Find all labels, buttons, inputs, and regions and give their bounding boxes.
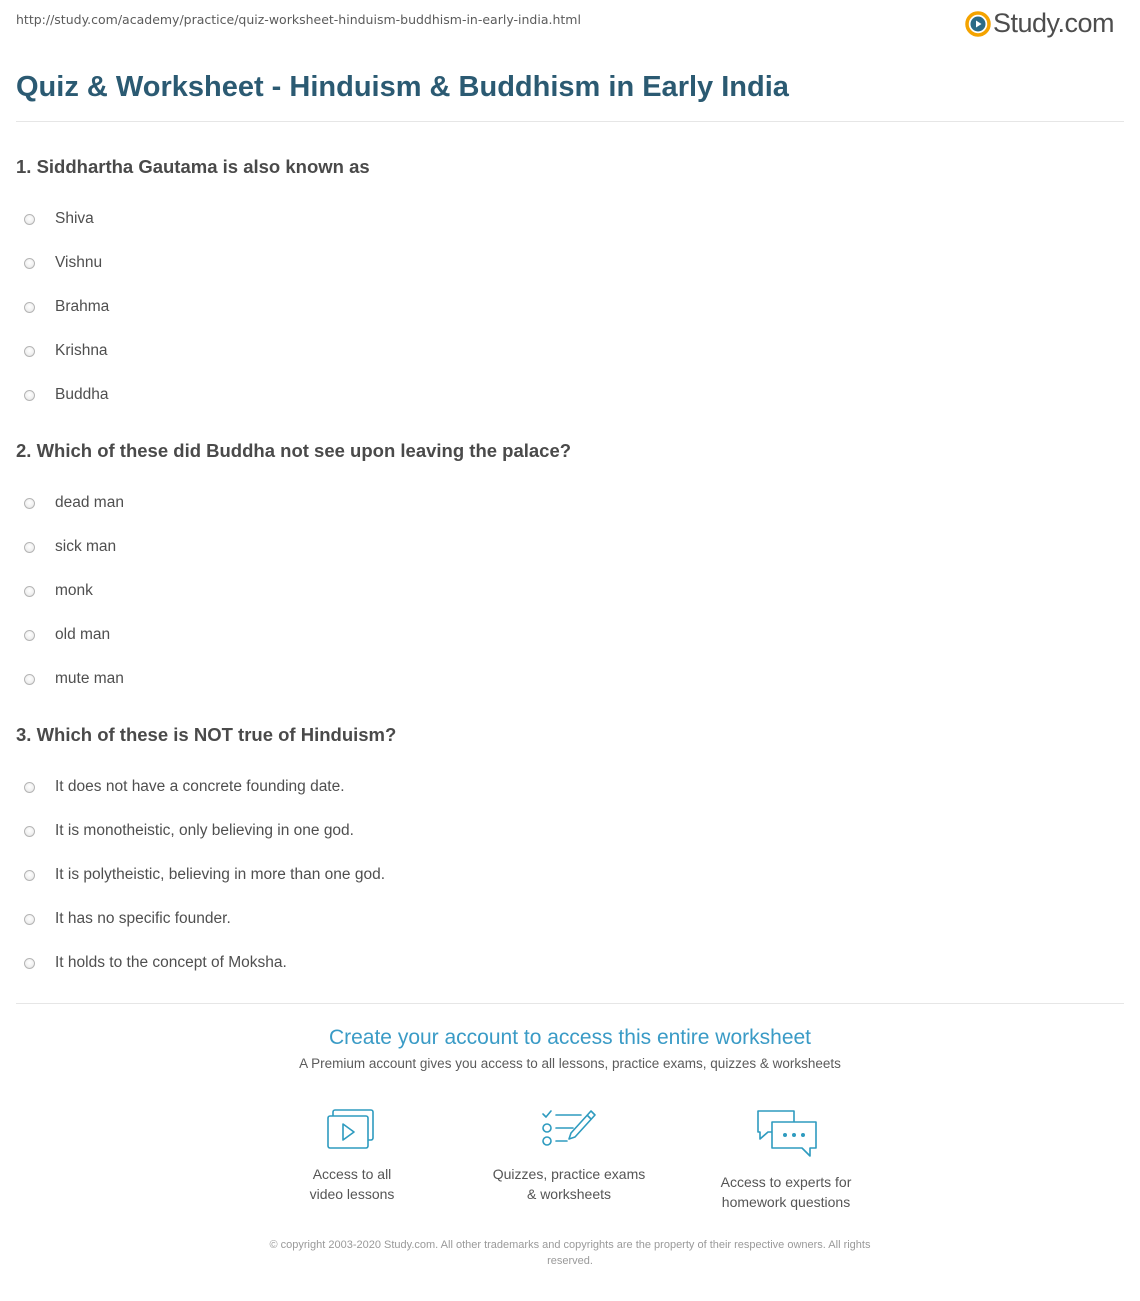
feature-label-line: homework questions	[721, 1194, 851, 1210]
answer-label: sick man	[55, 538, 117, 555]
answer-option[interactable]	[16, 765, 1116, 809]
cta-subtitle: A Premium account gives you access to all lessons, practice exams, quizzes & worksheets	[299, 1056, 841, 1071]
feature-label-line: & worksheets	[526, 1186, 612, 1202]
feature-label-line: Access to experts for	[720, 1174, 852, 1190]
feature-label	[252, 1164, 452, 1204]
feature-experts	[686, 1108, 886, 1212]
cta-title-link[interactable]: Create your account to access this entire worksheet	[328, 1026, 812, 1049]
answer-option[interactable]	[16, 481, 1116, 525]
answer-option[interactable]	[16, 941, 1116, 985]
answer-label: It is polytheistic, believing in more than one god.	[55, 866, 385, 883]
question-1	[16, 155, 1116, 417]
feature-label-line: Access to all	[312, 1166, 392, 1182]
feature-video-lessons	[252, 1108, 452, 1204]
radio-button[interactable]	[24, 958, 35, 969]
answer-option[interactable]	[16, 569, 1116, 613]
answer-label: It has no specific founder.	[55, 910, 231, 927]
question-2-options	[16, 481, 1116, 701]
feature-label	[686, 1172, 886, 1212]
answer-label: It does not have a concrete founding date.	[55, 778, 345, 795]
answer-label: Buddha	[55, 386, 109, 403]
title-divider	[16, 121, 1124, 122]
answer-label: Krishna	[55, 342, 108, 359]
study-logo[interactable]	[965, 8, 1114, 39]
answer-label: Shiva	[55, 210, 94, 227]
radio-button[interactable]	[24, 782, 35, 793]
answer-option[interactable]	[16, 285, 1116, 329]
page-title: Quiz & Worksheet - Hinduism & Buddhism in Early India	[16, 71, 789, 103]
question-1-text: 1. Siddhartha Gautama is also known as	[16, 156, 370, 177]
question-3-options	[16, 765, 1116, 985]
feature-label	[469, 1164, 669, 1204]
answer-option[interactable]	[16, 853, 1116, 897]
radio-button[interactable]	[24, 390, 35, 401]
answer-option[interactable]	[16, 525, 1116, 569]
study-logo-text: Study.com	[992, 8, 1114, 38]
copyright-line: reserved.	[547, 1255, 593, 1267]
answer-option[interactable]	[16, 197, 1116, 241]
feature-label-line: Quizzes, practice exams	[492, 1166, 646, 1182]
question-2	[16, 439, 1116, 701]
answer-label: dead man	[55, 494, 124, 511]
answer-option[interactable]	[16, 657, 1116, 701]
radio-button[interactable]	[24, 826, 35, 837]
radio-button[interactable]	[24, 586, 35, 597]
answer-option[interactable]	[16, 241, 1116, 285]
radio-button[interactable]	[24, 214, 35, 225]
answer-label: It is monotheistic, only believing in one god.	[55, 822, 354, 839]
content-divider	[16, 1003, 1124, 1004]
answer-option[interactable]	[16, 373, 1116, 417]
answer-label: Vishnu	[55, 254, 103, 271]
chat-bubbles-icon	[754, 1108, 818, 1160]
answer-option[interactable]	[16, 809, 1116, 853]
study-logo-play-icon	[965, 11, 991, 37]
answer-label: monk	[55, 582, 93, 599]
answer-option[interactable]	[16, 613, 1116, 657]
copyright-line: © copyright 2003-2020 Study.com. All other trademarks and copyrights are the property of their respective owners. All rights	[269, 1239, 871, 1251]
question-1-options	[16, 197, 1116, 417]
radio-button[interactable]	[24, 870, 35, 881]
video-lessons-icon	[326, 1108, 378, 1152]
radio-button[interactable]	[24, 258, 35, 269]
answer-label: old man	[55, 626, 111, 643]
question-3-text: 3. Which of these is NOT true of Hinduism?	[16, 724, 397, 745]
radio-button[interactable]	[24, 346, 35, 357]
question-2-text: 2. Which of these did Buddha not see upon leaving the palace?	[16, 440, 572, 461]
answer-option[interactable]	[16, 329, 1116, 373]
page-url: http://study.com/academy/practice/quiz-worksheet-hinduism-buddhism-in-early-india.html	[16, 12, 581, 27]
signup-cta	[0, 1026, 1140, 1071]
radio-button[interactable]	[24, 498, 35, 509]
answer-option[interactable]	[16, 897, 1116, 941]
copyright-notice	[220, 1237, 920, 1269]
radio-button[interactable]	[24, 674, 35, 685]
radio-button[interactable]	[24, 914, 35, 925]
radio-button[interactable]	[24, 630, 35, 641]
feature-label-line: video lessons	[309, 1186, 395, 1202]
question-3	[16, 723, 1116, 985]
answer-label: It holds to the concept of Moksha.	[55, 954, 287, 971]
radio-button[interactable]	[24, 302, 35, 313]
radio-button[interactable]	[24, 542, 35, 553]
answer-label: mute man	[55, 670, 124, 687]
answer-label: Brahma	[55, 298, 110, 315]
feature-quizzes	[469, 1108, 669, 1204]
quiz-checklist-icon	[541, 1108, 597, 1152]
